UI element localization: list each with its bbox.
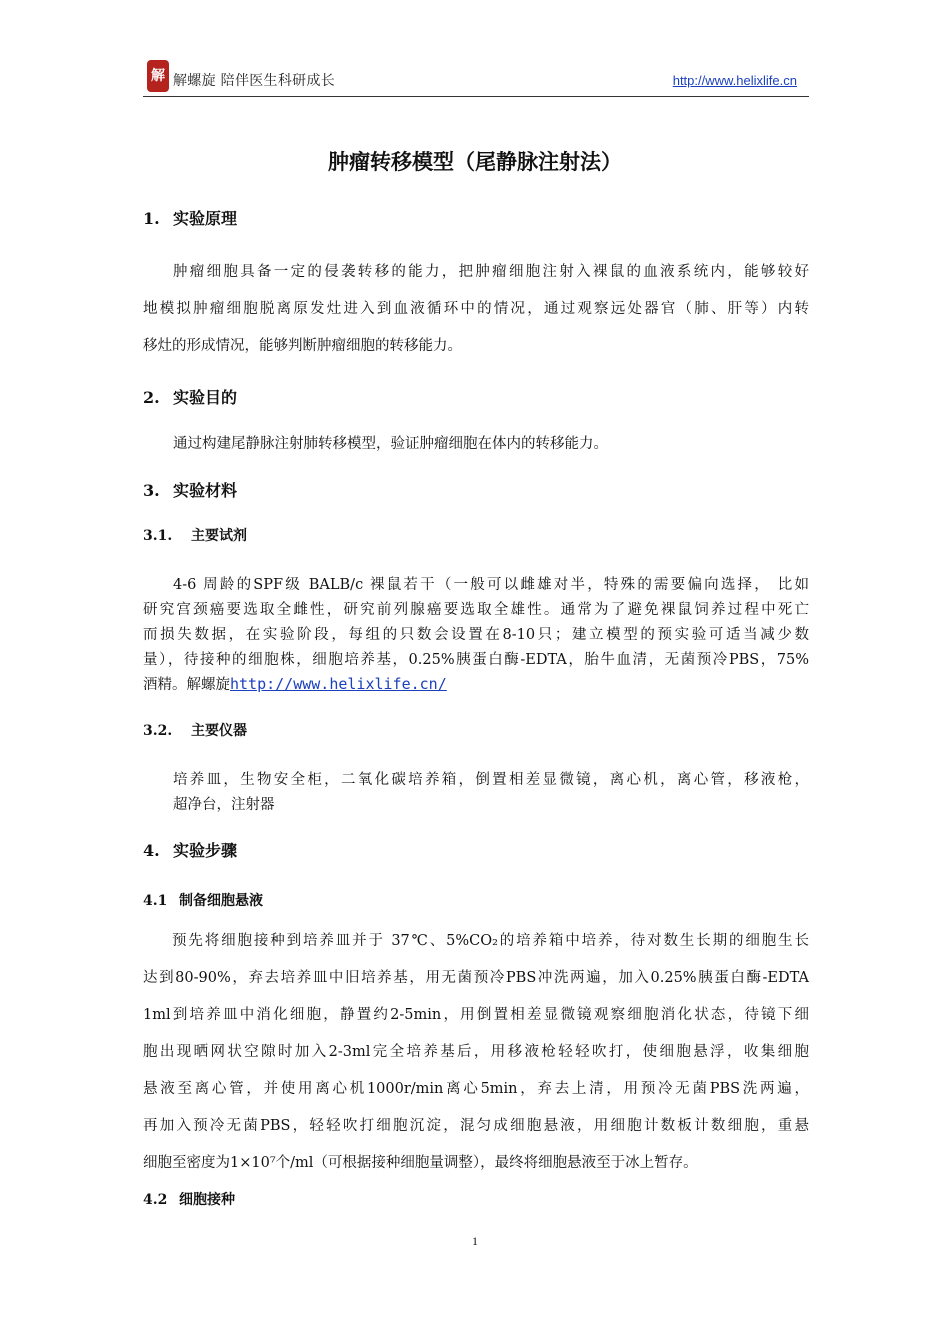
helixlife-link[interactable]: http://www.helixlife.cn/	[230, 675, 447, 693]
paragraph-line: 地模拟肿瘤细胞脱离原发灶进入到血液循环中的情况，通过观察远处器官（肺、肝等）内转	[143, 301, 809, 317]
paragraph-text: 酒精。解螺旋	[143, 677, 230, 693]
paragraph-line: 量），待接种的细胞株，细胞培养基，0.25%胰蛋白酶-EDTA，胎牛血清，无菌预冷PBS，75%	[143, 652, 809, 668]
section-heading-2: 2. 实验目的	[143, 388, 238, 407]
paragraph-line: 再加入预冷无菌PBS，轻轻吹打细胞沉淀，混匀成细胞悬液，用细胞计数板计数细胞，重悬	[143, 1118, 809, 1134]
paragraph-line: 1ml到培养皿中消化细胞，静置约2-5min，用倒置相差显微镜观察细胞消化状态，待镜下细	[143, 1007, 809, 1023]
paragraph-line: 移灶的形成情况，能够判断肿瘤细胞的转移能力。	[143, 338, 462, 354]
helixlife-logo: 解	[147, 60, 169, 92]
page-number: 1	[472, 1234, 478, 1248]
subsection-heading-4-1: 4.1 制备细胞悬液	[143, 893, 263, 909]
document-title: 肿瘤转移模型（尾静脉注射法）	[328, 150, 622, 174]
paragraph-line: 培养皿，生物安全柜，二氧化碳培养箱，倒置相差显微镜，离心机，离心管，移液枪，	[173, 772, 809, 788]
paragraph-line: 胞出现晒网状空隙时加入2-3ml完全培养基后，用移液枪轻轻吹打，使细胞悬浮，收集细胞	[143, 1044, 809, 1060]
section-heading-1: 1. 实验原理	[143, 209, 238, 228]
header-url-link[interactable]: http://www.helixlife.cn	[672, 73, 797, 88]
paragraph-line: 研究宫颈癌要选取全雌性，研究前列腺癌要选取全雄性。通常为了避免裸鼠饲养过程中死亡	[143, 602, 809, 618]
paragraph-line: 4-6 周龄的SPF级 BALB/c 裸鼠若干（一般可以雌雄对半，特殊的需要偏向选择， 比如	[173, 577, 809, 593]
subsection-heading-4-2: 4.2 细胞接种	[143, 1192, 235, 1208]
header-slogan: 解螺旋 陪伴医生科研成长	[173, 73, 336, 89]
paragraph-line: 预先将细胞接种到培养皿并于 37℃、5%CO₂的培养箱中培养，待对数生长期的细胞生长	[172, 933, 809, 949]
section-heading-3: 3. 实验材料	[143, 481, 238, 500]
paragraph-line: 而损失数据，在实验阶段，每组的只数会设置在8-10只；建立模型的预实验可适当减少数	[143, 627, 809, 643]
subsection-heading-3-1: 3.1. 主要试剂	[143, 528, 247, 544]
paragraph-line: 通过构建尾静脉注射肺转移模型，验证肿瘤细胞在体内的转移能力。	[173, 436, 608, 452]
paragraph-line: 达到80-90%，弃去培养皿中旧培养基，用无菌预冷PBS冲洗两遍，加入0.25%胰蛋白酶-EDTA	[143, 970, 809, 986]
paragraph-line: 肿瘤细胞具备一定的侵袭转移的能力，把肿瘤细胞注射入裸鼠的血液系统内，能够较好	[173, 264, 809, 280]
paragraph-line: 悬液至离心管，并使用离心机1000r/min离心5min，弃去上清，用预冷无菌PBS洗两遍，	[143, 1081, 809, 1097]
section-heading-4: 4. 实验步骤	[143, 841, 238, 860]
page-header	[143, 58, 809, 97]
paragraph-line: 超净台，注射器	[173, 797, 275, 813]
subsection-heading-3-2: 3.2. 主要仪器	[143, 723, 247, 739]
paragraph-line	[143, 673, 809, 694]
paragraph-line: 细胞至密度为1×10⁷个/ml（可根据接种细胞量调整），最终将细胞悬液至于冰上暂存。	[143, 1155, 698, 1171]
